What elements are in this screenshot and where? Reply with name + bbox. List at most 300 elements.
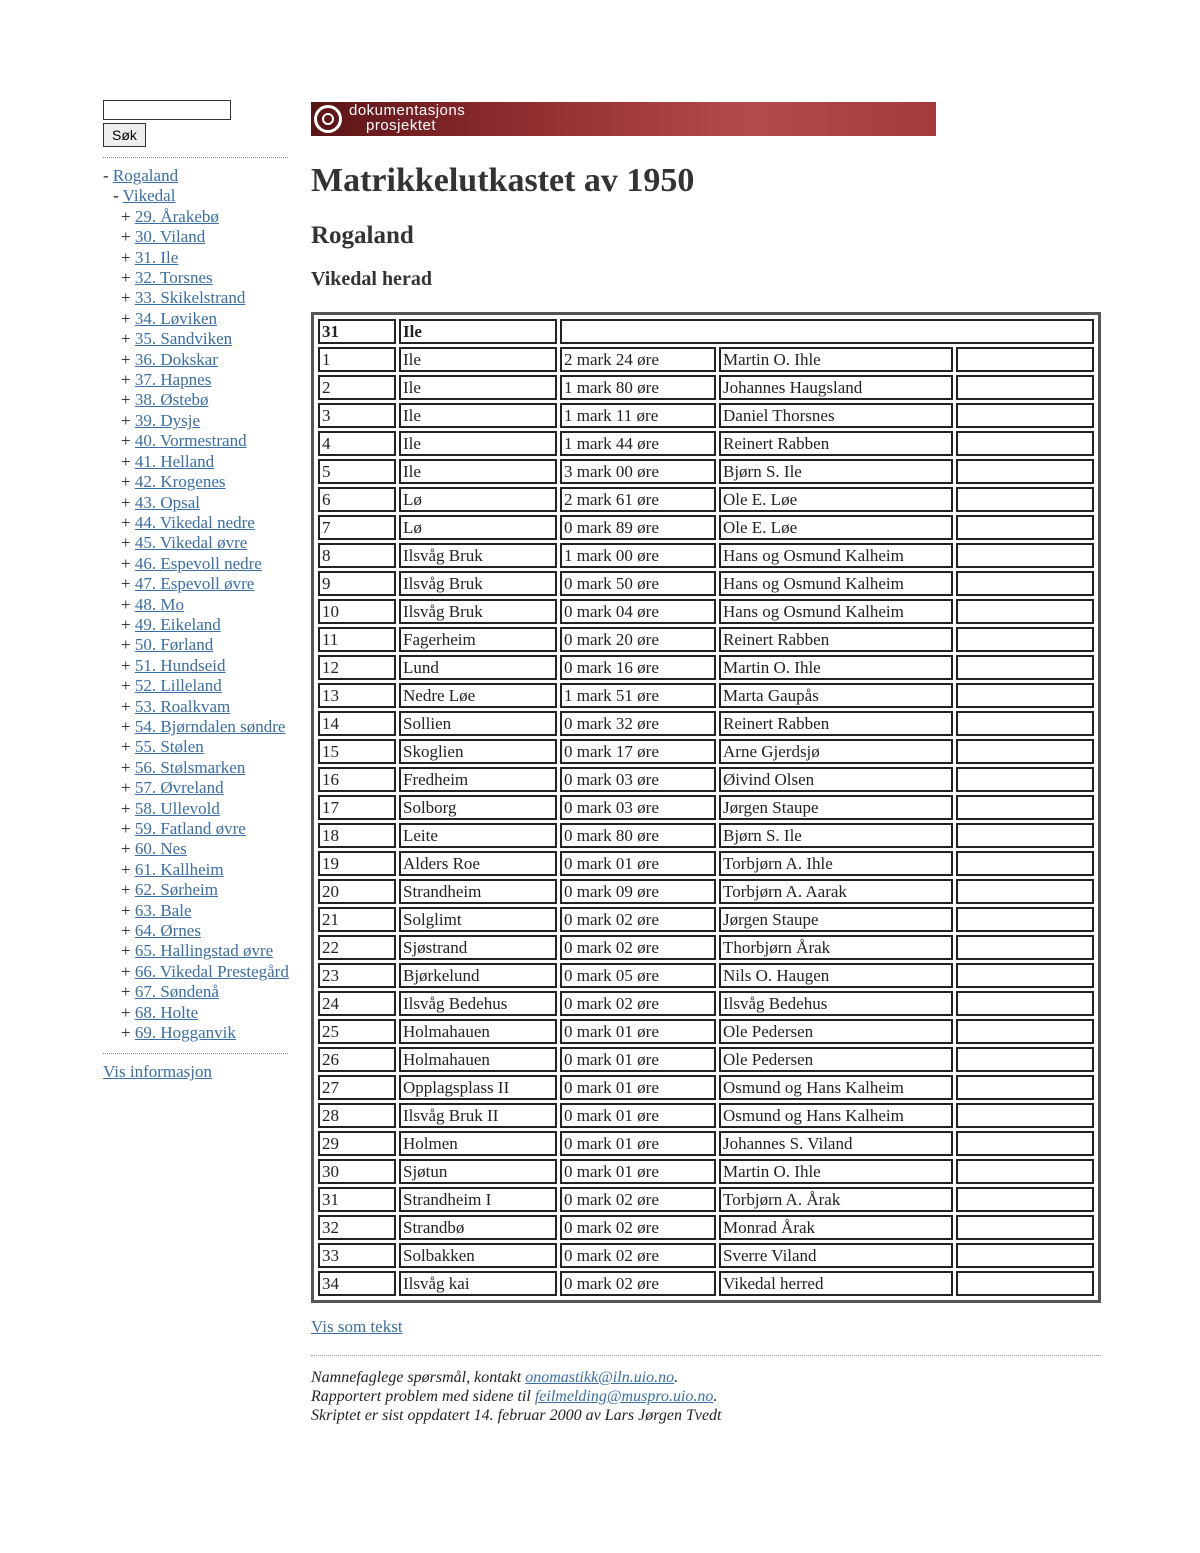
cell-owner: Øivind Olsen [719, 767, 953, 792]
cell-skyld: 0 mark 32 øre [560, 711, 716, 736]
cell-name: Ilsvåg Bruk [399, 599, 557, 624]
tree-farm-item [103, 697, 298, 717]
tree-farm-item [103, 656, 298, 676]
tree-farm-link[interactable]: 60. Nes [134, 839, 187, 859]
cell-owner: Jørgen Staupe [719, 795, 953, 820]
cell-owner: Ole Pedersen [719, 1047, 953, 1072]
table-row [318, 1271, 1094, 1296]
table-row [318, 487, 1094, 512]
table-row [318, 683, 1094, 708]
cell-note [956, 487, 1094, 512]
tree-farm-link[interactable]: 62. Sørheim [134, 880, 218, 900]
cell-bnr: 13 [318, 683, 396, 708]
cell-skyld: 0 mark 02 øre [560, 991, 716, 1016]
cell-owner: Thorbjørn Årak [719, 935, 953, 960]
tree-link-vikedal[interactable]: Vikedal [122, 186, 176, 206]
expand-marker[interactable]: + [121, 288, 131, 308]
sidebar-divider [103, 157, 288, 158]
cell-note [956, 767, 1094, 792]
tree-farm-list [103, 207, 298, 1044]
cell-owner: Martin O. Ihle [719, 1159, 953, 1184]
footer-punct: . [674, 1369, 679, 1386]
expand-marker[interactable]: + [121, 921, 131, 941]
cell-bnr: 14 [318, 711, 396, 736]
cell-skyld: 0 mark 89 øre [560, 515, 716, 540]
tree-farm-link[interactable]: 67. Søndenå [134, 982, 219, 1002]
cell-bnr: 22 [318, 935, 396, 960]
table-row [318, 991, 1094, 1016]
matrikkel-table-frame [311, 312, 1101, 1303]
tree-farm-link[interactable]: 68. Holte [134, 1002, 199, 1022]
tree-farm-item [103, 452, 298, 472]
tree-farm-link[interactable]: 65. Hallingstad øvre [134, 941, 274, 961]
tree-farm-item [103, 595, 298, 615]
tree-farm-link[interactable]: 29. Årakebø [134, 206, 219, 226]
table-row [318, 711, 1094, 736]
cell-owner: Monrad Årak [719, 1215, 953, 1240]
cell-name: Ilsvåg Bruk [399, 543, 557, 568]
cell-note [956, 683, 1094, 708]
expand-marker[interactable]: + [121, 614, 131, 634]
cell-owner: Torbjørn A. Aarak [719, 879, 953, 904]
tree-farm-link[interactable]: 58. Ullevold [134, 798, 220, 818]
cell-name: Leite [399, 823, 557, 848]
cell-bnr: 6 [318, 487, 396, 512]
cell-skyld: 1 mark 80 øre [560, 375, 716, 400]
cell-note [956, 655, 1094, 680]
cell-bnr: 3 [318, 403, 396, 428]
cell-name: Ilsvåg Bruk [399, 571, 557, 596]
tree-item-root [103, 166, 298, 186]
expand-marker[interactable]: + [121, 512, 131, 532]
cell-skyld: 0 mark 09 øre [560, 879, 716, 904]
cell-bnr: 19 [318, 851, 396, 876]
cell-bnr: 27 [318, 1075, 396, 1100]
table-row [318, 1019, 1094, 1044]
expand-marker[interactable]: + [121, 268, 131, 288]
table-row [318, 403, 1094, 428]
tree-farm-item [103, 921, 298, 941]
cell-skyld: 0 mark 01 øre [560, 1103, 716, 1128]
tree-farm-link[interactable]: 45. Vikedal øvre [134, 533, 248, 553]
tree-farm-link[interactable]: 53. Roalkvam [134, 696, 231, 716]
cell-name: Strandheim [399, 879, 557, 904]
cell-owner: Johannes Haugsland [719, 375, 953, 400]
tree-farm-link[interactable]: 35. Sandviken [134, 329, 233, 349]
cell-name: Ilsvåg Bedehus [399, 991, 557, 1016]
table-row [318, 459, 1094, 484]
cell-bnr: 29 [318, 1131, 396, 1156]
cell-name: Skoglien [399, 739, 557, 764]
tree-farm-link[interactable]: 52. Lilleland [134, 676, 222, 696]
report-email-link[interactable]: feilmelding@muspro.uio.no [534, 1388, 714, 1405]
cell-skyld: 0 mark 03 øre [560, 795, 716, 820]
expand-marker[interactable]: + [121, 859, 131, 879]
expand-marker[interactable]: + [121, 900, 131, 920]
tree-farm-link[interactable]: 54. Bjørndalen søndre [134, 716, 286, 736]
cell-bnr: 16 [318, 767, 396, 792]
cell-skyld: 2 mark 61 øre [560, 487, 716, 512]
expand-marker[interactable]: + [121, 349, 131, 369]
header-farm-number: 31 [318, 319, 396, 344]
expand-marker[interactable]: + [121, 757, 131, 777]
tree-farm-link[interactable]: 30. Viland [134, 227, 206, 247]
tree-farm-link[interactable]: 57. Øvreland [134, 778, 224, 798]
table-row [318, 1103, 1094, 1128]
cell-name: Lund [399, 655, 557, 680]
cell-skyld: 0 mark 02 øre [560, 907, 716, 932]
expand-marker[interactable]: + [121, 370, 131, 390]
cell-note [956, 1271, 1094, 1296]
cell-note [956, 851, 1094, 876]
tree-farm-item [103, 472, 298, 492]
expand-marker[interactable]: + [121, 1002, 131, 1022]
cell-skyld: 0 mark 16 øre [560, 655, 716, 680]
navigation-tree [103, 166, 298, 1043]
expand-marker[interactable]: + [121, 716, 131, 736]
table-row [318, 1131, 1094, 1156]
cell-owner: Hans og Osmund Kalheim [719, 599, 953, 624]
tree-farm-link[interactable]: 36. Dokskar [134, 349, 218, 369]
tree-farm-link[interactable]: 46. Espevoll nedre [134, 553, 262, 573]
cell-skyld: 0 mark 01 øre [560, 1131, 716, 1156]
cell-skyld: 1 mark 00 øre [560, 543, 716, 568]
tree-farm-link[interactable]: 34. Løviken [134, 308, 217, 328]
cell-bnr: 24 [318, 991, 396, 1016]
expand-marker[interactable]: + [121, 206, 131, 226]
tree-farm-item [103, 737, 298, 757]
cell-owner: Nils O. Haugen [719, 963, 953, 988]
expand-marker[interactable]: + [121, 839, 131, 859]
tree-farm-item [103, 309, 298, 329]
cell-skyld: 0 mark 03 øre [560, 767, 716, 792]
cell-bnr: 23 [318, 963, 396, 988]
cell-owner: Reinert Rabben [719, 711, 953, 736]
cell-owner: Torbjørn A. Årak [719, 1187, 953, 1212]
tree-farm-link[interactable]: 66. Vikedal Prestegård [134, 961, 289, 981]
cell-name: Ile [399, 459, 557, 484]
tree-farm-item [103, 819, 298, 839]
expand-marker[interactable]: + [121, 247, 131, 267]
cell-name: Fredheim [399, 767, 557, 792]
sidebar [103, 100, 298, 1082]
cell-note [956, 1075, 1094, 1100]
footer-report-text: Rapportert problem med sidene til [311, 1388, 531, 1405]
tree-farm-link[interactable]: 56. Stølsmarken [134, 757, 246, 777]
cell-owner: Hans og Osmund Kalheim [719, 543, 953, 568]
cell-skyld: 0 mark 01 øre [560, 1159, 716, 1184]
tree-farm-link[interactable]: 31. Ile [134, 247, 179, 267]
cell-owner: Reinert Rabben [719, 431, 953, 456]
table-row [318, 739, 1094, 764]
cell-name: Solglimt [399, 907, 557, 932]
expand-marker[interactable]: + [121, 798, 131, 818]
table-row [318, 767, 1094, 792]
cell-bnr: 4 [318, 431, 396, 456]
tree-farm-link[interactable]: 50. Førland [134, 635, 214, 655]
cell-owner: Ole E. Løe [719, 515, 953, 540]
cell-name: Ile [399, 403, 557, 428]
tree-farm-link[interactable]: 59. Fatland øvre [134, 819, 246, 838]
cell-skyld: 0 mark 01 øre [560, 1047, 716, 1072]
banner-line1: dokumentasjons [349, 102, 466, 119]
cell-name: Opplagsplass II [399, 1075, 557, 1100]
table-row [318, 655, 1094, 680]
expand-marker[interactable]: + [121, 431, 131, 451]
tree-farm-link[interactable]: 48. Mo [134, 594, 184, 614]
cell-note [956, 1103, 1094, 1128]
tree-farm-item [103, 1023, 298, 1043]
cell-name: Alders Roe [399, 851, 557, 876]
cell-note [956, 543, 1094, 568]
expand-marker[interactable]: + [121, 492, 131, 512]
footer-line-contact [311, 1368, 1106, 1387]
tree-farm-link[interactable]: 38. Østebø [134, 390, 209, 410]
tree-farm-link[interactable]: 42. Krogenes [134, 472, 226, 492]
cell-note [956, 795, 1094, 820]
cell-note [956, 515, 1094, 540]
cell-bnr: 33 [318, 1243, 396, 1268]
cell-note [956, 1215, 1094, 1240]
table-row [318, 515, 1094, 540]
vis-informasjon-link[interactable]: Vis informasjon [103, 1062, 212, 1082]
table-row [318, 627, 1094, 652]
expand-marker[interactable]: + [121, 1023, 131, 1043]
expand-marker[interactable]: + [121, 696, 131, 716]
expand-marker[interactable]: + [121, 410, 131, 430]
cell-name: Holmen [399, 1131, 557, 1156]
tree-farm-link[interactable]: 47. Espevoll øvre [134, 574, 255, 594]
cell-owner: Vikedal herred [719, 1271, 953, 1296]
cell-owner: Bjørn S. Ile [719, 823, 953, 848]
expand-marker[interactable]: + [121, 676, 131, 696]
tree-farm-item [103, 717, 298, 737]
cell-note [956, 459, 1094, 484]
collapse-marker[interactable]: - [103, 166, 109, 185]
cell-name: Bjørkelund [399, 963, 557, 988]
cell-bnr: 20 [318, 879, 396, 904]
banner-line2: prosjektet [366, 117, 437, 134]
tree-farm-link[interactable]: 49. Eikeland [134, 614, 221, 634]
cell-name: Ile [399, 431, 557, 456]
table-row [318, 823, 1094, 848]
tree-farm-item [103, 533, 298, 553]
tree-farm-link[interactable]: 44. Vikedal nedre [134, 512, 255, 532]
tree-farm-link[interactable]: 64. Ørnes [134, 921, 201, 941]
tree-farm-link[interactable]: 32. Torsnes [134, 268, 213, 288]
tree-farm-item [103, 615, 298, 635]
cell-bnr: 9 [318, 571, 396, 596]
tree-farm-item [103, 574, 298, 594]
table-row [318, 1047, 1094, 1072]
dokumentasjonsprosjektet-banner[interactable] [311, 102, 936, 136]
cell-skyld: 3 mark 00 øre [560, 459, 716, 484]
tree-farm-item [103, 962, 298, 982]
cell-name: Sjøtun [399, 1159, 557, 1184]
matrikkel-table [315, 316, 1097, 1299]
cell-skyld: 0 mark 80 øre [560, 823, 716, 848]
tree-farm-item [103, 941, 298, 961]
tree-farm-item [103, 411, 298, 431]
cell-note [956, 431, 1094, 456]
cell-name: Ile [399, 375, 557, 400]
table-row [318, 1159, 1094, 1184]
expand-marker[interactable]: + [121, 941, 131, 961]
expand-marker[interactable]: + [121, 635, 131, 655]
expand-marker[interactable]: + [121, 778, 131, 798]
tree-farm-link[interactable]: 61. Kallheim [134, 859, 224, 879]
cell-note [956, 711, 1094, 736]
contact-email-link[interactable]: onomastikk@iln.uio.no [525, 1369, 675, 1386]
table-row [318, 935, 1094, 960]
cell-note [956, 1159, 1094, 1184]
cell-owner: Ole Pedersen [719, 1019, 953, 1044]
tree-farm-item [103, 288, 298, 308]
tree-farm-item [103, 880, 298, 900]
expand-marker[interactable]: + [121, 227, 131, 247]
cell-skyld: 0 mark 17 øre [560, 739, 716, 764]
tree-item-child [103, 186, 298, 206]
expand-marker[interactable]: + [121, 594, 131, 614]
tree-farm-item [103, 860, 298, 880]
tree-farm-item [103, 676, 298, 696]
cell-skyld: 0 mark 20 øre [560, 627, 716, 652]
expand-marker[interactable]: + [121, 533, 131, 553]
tree-farm-item [103, 350, 298, 370]
cell-bnr: 31 [318, 1187, 396, 1212]
tree-farm-item [103, 370, 298, 390]
table-row [318, 347, 1094, 372]
cell-note [956, 935, 1094, 960]
cell-owner: Reinert Rabben [719, 627, 953, 652]
footer-punct: . [713, 1388, 718, 1405]
cell-skyld: 0 mark 50 øre [560, 571, 716, 596]
cell-bnr: 34 [318, 1271, 396, 1296]
table-header-row [318, 319, 1094, 344]
cell-note [956, 1187, 1094, 1212]
expand-marker[interactable]: + [121, 390, 131, 410]
cell-bnr: 8 [318, 543, 396, 568]
cell-bnr: 21 [318, 907, 396, 932]
cell-bnr: 1 [318, 347, 396, 372]
tree-farm-item [103, 493, 298, 513]
cell-skyld: 0 mark 02 øre [560, 1215, 716, 1240]
table-row [318, 1243, 1094, 1268]
table-row [318, 907, 1094, 932]
cell-name: Ile [399, 347, 557, 372]
cell-name: Nedre Løe [399, 683, 557, 708]
expand-marker[interactable]: + [121, 961, 131, 981]
cell-bnr: 32 [318, 1215, 396, 1240]
tree-farm-item [103, 1003, 298, 1023]
tree-farm-item [103, 227, 298, 247]
tree-farm-link[interactable]: 69. Hogganvik [134, 1023, 236, 1043]
search-button[interactable]: Søk [103, 123, 146, 147]
cell-name: Fagerheim [399, 627, 557, 652]
expand-marker[interactable]: + [121, 737, 131, 757]
cell-bnr: 7 [318, 515, 396, 540]
tree-farm-link[interactable]: 41. Helland [134, 451, 215, 471]
cell-owner: Osmund og Hans Kalheim [719, 1103, 953, 1128]
cell-skyld: 0 mark 02 øre [560, 935, 716, 960]
cell-name: Holmahauen [399, 1019, 557, 1044]
expand-marker[interactable]: + [121, 308, 131, 328]
tree-farm-link[interactable]: 43. Opsal [134, 492, 201, 512]
table-row [318, 963, 1094, 988]
cell-bnr: 10 [318, 599, 396, 624]
tree-farm-item [103, 268, 298, 288]
expand-marker[interactable]: + [121, 553, 131, 573]
search-input[interactable] [103, 100, 231, 120]
cell-owner: Bjørn S. Ile [719, 459, 953, 484]
vis-som-tekst-link[interactable]: Vis som tekst [311, 1317, 403, 1336]
footer-contact-text: Namnefaglege spørsmål, kontakt [311, 1369, 522, 1386]
tree-farm-link[interactable]: 37. Hapnes [134, 370, 212, 390]
cell-owner: Martin O. Ihle [719, 655, 953, 680]
main-content [311, 102, 1106, 1425]
table-row [318, 571, 1094, 596]
table-row [318, 1215, 1094, 1240]
footer-line-updated: Skriptet er sist oppdatert 14. februar 2000 av Lars Jørgen Tvedt [311, 1407, 722, 1424]
tree-farm-link[interactable]: 63. Bale [134, 900, 192, 920]
header-farm-name: Ile [399, 319, 557, 344]
cell-note [956, 879, 1094, 904]
cell-name: Solborg [399, 795, 557, 820]
expand-marker[interactable]: + [121, 472, 131, 492]
cell-bnr: 17 [318, 795, 396, 820]
cell-skyld: 0 mark 01 øre [560, 1019, 716, 1044]
expand-marker[interactable]: + [121, 982, 131, 1002]
cell-bnr: 25 [318, 1019, 396, 1044]
cell-name: Solbakken [399, 1243, 557, 1268]
sidebar-divider [103, 1053, 288, 1054]
table-row [318, 1075, 1094, 1100]
tree-farm-link[interactable]: 33. Skikelstrand [134, 288, 246, 308]
tree-farm-link[interactable]: 55. Stølen [134, 737, 204, 757]
expand-marker[interactable]: + [121, 880, 131, 900]
cell-name: Strandheim I [399, 1187, 557, 1212]
spiral-logo-icon [314, 105, 342, 133]
tree-farm-link[interactable]: 51. Hundseid [134, 655, 226, 675]
tree-farm-link[interactable]: 40. Vormestrand [134, 431, 247, 451]
cell-owner: Martin O. Ihle [719, 347, 953, 372]
cell-bnr: 12 [318, 655, 396, 680]
cell-name: Ilsvåg kai [399, 1271, 557, 1296]
expand-marker[interactable]: + [121, 329, 131, 349]
cell-skyld: 1 mark 11 øre [560, 403, 716, 428]
cell-name: Lø [399, 487, 557, 512]
table-row [318, 851, 1094, 876]
tree-link-rogaland[interactable]: Rogaland [112, 166, 179, 185]
expand-marker[interactable]: + [121, 655, 131, 675]
cell-note [956, 627, 1094, 652]
cell-note [956, 1019, 1094, 1044]
expand-marker[interactable]: + [121, 451, 131, 471]
expand-marker[interactable]: + [121, 574, 131, 594]
cell-owner: Osmund og Hans Kalheim [719, 1075, 953, 1100]
cell-owner: Jørgen Staupe [719, 907, 953, 932]
table-row [318, 543, 1094, 568]
table-row [318, 879, 1094, 904]
cell-owner: Torbjørn A. Ihle [719, 851, 953, 876]
collapse-marker[interactable]: - [113, 186, 119, 206]
cell-skyld: 2 mark 24 øre [560, 347, 716, 372]
tree-farm-link[interactable]: 39. Dysje [134, 410, 201, 430]
cell-bnr: 30 [318, 1159, 396, 1184]
header-empty-cell [560, 319, 1094, 344]
cell-bnr: 5 [318, 459, 396, 484]
expand-marker[interactable]: + [121, 819, 131, 838]
